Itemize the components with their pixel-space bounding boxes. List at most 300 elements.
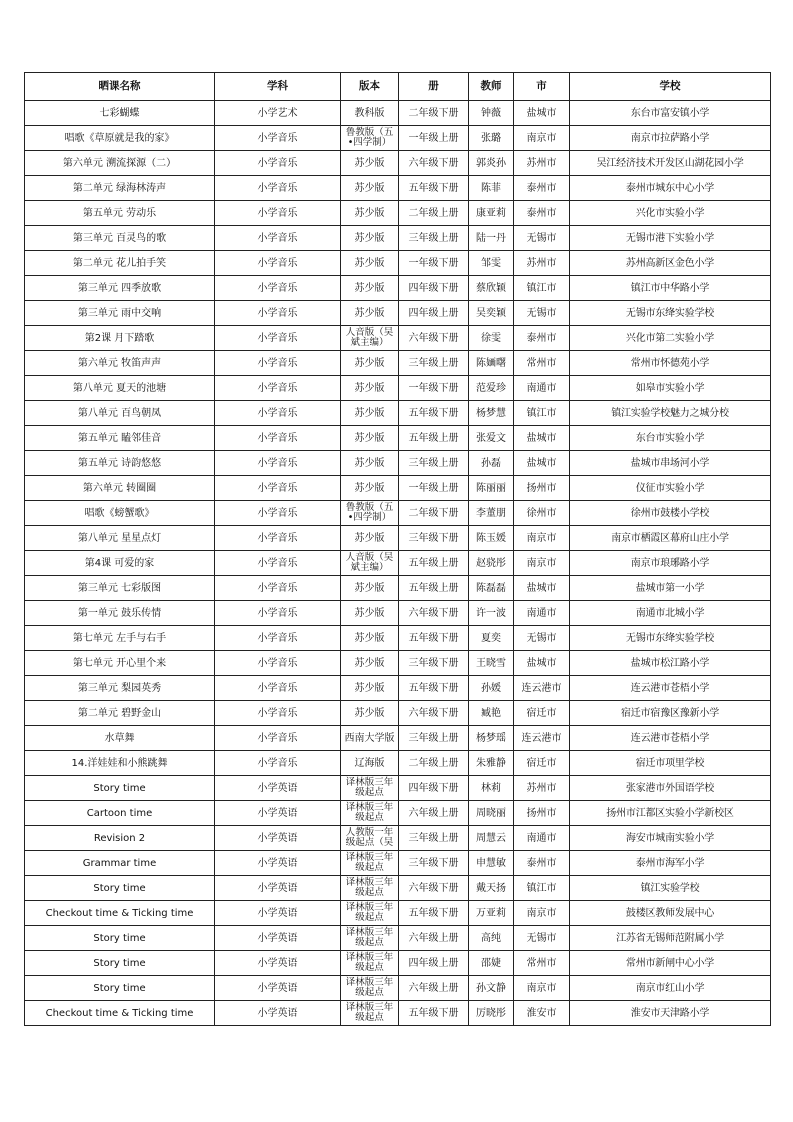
edition-cell: 人音版（吴斌主编） (341, 326, 399, 351)
school-cell: 连云港市苍梧小学 (570, 726, 771, 751)
teacher-cell: 赵骁彤 (469, 551, 514, 576)
course-name-cell: 第八单元 星星点灯 (25, 526, 215, 551)
table-row (25, 351, 771, 376)
school-cell: 徐州市鼓楼小学校 (570, 501, 771, 526)
edition-cell: 人教版一年级起点（吴 (341, 826, 399, 851)
volume-cell: 三年级上册 (399, 226, 469, 251)
table-row (25, 476, 771, 501)
teacher-cell: 吴奕颖 (469, 301, 514, 326)
teacher-cell: 陈磊磊 (469, 576, 514, 601)
course-name-cell: 第三单元 四季放歌 (25, 276, 215, 301)
volume-cell: 四年级下册 (399, 776, 469, 801)
subject-cell: 小学英语 (215, 776, 341, 801)
school-cell: 泰州市海军小学 (570, 851, 771, 876)
city-cell: 扬州市 (514, 801, 570, 826)
table-row (25, 251, 771, 276)
table-row (25, 151, 771, 176)
edition-cell: 译林版三年级起点 (341, 901, 399, 926)
edition-cell: 译林版三年级起点 (341, 776, 399, 801)
table-row (25, 201, 771, 226)
school-cell: 盐城市第一小学 (570, 576, 771, 601)
subject-cell: 小学音乐 (215, 601, 341, 626)
course-name-cell: 第4课 可爱的家 (25, 551, 215, 576)
teacher-cell: 郭炎孙 (469, 151, 514, 176)
teacher-cell: 杨梦慧 (469, 401, 514, 426)
course-name-cell: 第三单元 雨中交响 (25, 301, 215, 326)
city-cell: 苏州市 (514, 151, 570, 176)
volume-cell: 二年级上册 (399, 201, 469, 226)
volume-cell: 六年级下册 (399, 326, 469, 351)
course-name-cell: 七彩蝴蝶 (25, 101, 215, 126)
teacher-cell: 康亚莉 (469, 201, 514, 226)
city-cell: 常州市 (514, 351, 570, 376)
course-name-cell: Grammar time (25, 851, 215, 876)
table-row (25, 726, 771, 751)
table-row (25, 851, 771, 876)
header-city: 市 (514, 73, 570, 101)
city-cell: 无锡市 (514, 626, 570, 651)
school-cell: 盐城市串场河小学 (570, 451, 771, 476)
header-course-name: 晒课名称 (25, 73, 215, 101)
header-teacher: 教师 (469, 73, 514, 101)
school-cell: 连云港市苍梧小学 (570, 676, 771, 701)
city-cell: 泰州市 (514, 851, 570, 876)
school-cell: 鼓楼区教师发展中心 (570, 901, 771, 926)
table-row (25, 126, 771, 151)
school-cell: 无锡市东绛实验学校 (570, 626, 771, 651)
teacher-cell: 钟薇 (469, 101, 514, 126)
volume-cell: 六年级下册 (399, 701, 469, 726)
city-cell: 南京市 (514, 526, 570, 551)
teacher-cell: 夏奕 (469, 626, 514, 651)
school-cell: 泰州市城东中心小学 (570, 176, 771, 201)
school-cell: 镇江实验学校 (570, 876, 771, 901)
subject-cell: 小学音乐 (215, 326, 341, 351)
teacher-cell: 李董朋 (469, 501, 514, 526)
school-cell: 仪征市实验小学 (570, 476, 771, 501)
teacher-cell: 厉晓彤 (469, 1001, 514, 1026)
volume-cell: 一年级上册 (399, 126, 469, 151)
subject-cell: 小学音乐 (215, 726, 341, 751)
edition-cell: 教科版 (341, 101, 399, 126)
volume-cell: 四年级上册 (399, 301, 469, 326)
edition-cell: 苏少版 (341, 626, 399, 651)
volume-cell: 五年级上册 (399, 426, 469, 451)
school-cell: 海安市城南实验小学 (570, 826, 771, 851)
edition-cell: 译林版三年级起点 (341, 926, 399, 951)
table-row (25, 451, 771, 476)
course-name-cell: 第三单元 百灵鸟的歌 (25, 226, 215, 251)
school-cell: 镇江实验学校魅力之城分校 (570, 401, 771, 426)
subject-cell: 小学英语 (215, 826, 341, 851)
edition-cell: 苏少版 (341, 151, 399, 176)
subject-cell: 小学英语 (215, 876, 341, 901)
table-row (25, 276, 771, 301)
course-name-cell: Story time (25, 951, 215, 976)
volume-cell: 三年级上册 (399, 726, 469, 751)
city-cell: 淮安市 (514, 1001, 570, 1026)
edition-cell: 苏少版 (341, 651, 399, 676)
edition-cell: 苏少版 (341, 676, 399, 701)
school-cell: 常州市怀德苑小学 (570, 351, 771, 376)
edition-cell: 译林版三年级起点 (341, 801, 399, 826)
city-cell: 南通市 (514, 601, 570, 626)
course-name-cell: 水草舞 (25, 726, 215, 751)
city-cell: 宿迁市 (514, 701, 570, 726)
edition-cell: 苏少版 (341, 226, 399, 251)
course-name-cell: 唱歌《草原就是我的家》 (25, 126, 215, 151)
volume-cell: 四年级上册 (399, 951, 469, 976)
table-row (25, 101, 771, 126)
course-name-cell: 第二单元 碧野金山 (25, 701, 215, 726)
table-body (25, 101, 771, 1026)
school-cell: 无锡市东绛实验学校 (570, 301, 771, 326)
subject-cell: 小学英语 (215, 851, 341, 876)
table-row (25, 876, 771, 901)
city-cell: 常州市 (514, 951, 570, 976)
teacher-cell: 陆一丹 (469, 226, 514, 251)
header-volume: 册 (399, 73, 469, 101)
teacher-cell: 杨梦瑶 (469, 726, 514, 751)
course-name-cell: 第六单元 溯流探源（二） (25, 151, 215, 176)
course-name-cell: 第五单元 瞌邻佳音 (25, 426, 215, 451)
course-name-cell: Story time (25, 776, 215, 801)
teacher-cell: 邹雯 (469, 251, 514, 276)
edition-cell: 苏少版 (341, 376, 399, 401)
course-name-cell: 第三单元 梨园英秀 (25, 676, 215, 701)
edition-cell: 人音版（吴斌主编） (341, 551, 399, 576)
subject-cell: 小学音乐 (215, 301, 341, 326)
city-cell: 扬州市 (514, 476, 570, 501)
edition-cell: 鲁教版（五•四学制） (341, 126, 399, 151)
teacher-cell: 陈菲 (469, 176, 514, 201)
teacher-cell: 陈婳曙 (469, 351, 514, 376)
school-cell: 兴化市第二实验小学 (570, 326, 771, 351)
table-row (25, 826, 771, 851)
school-cell: 宿迁市项里学校 (570, 751, 771, 776)
volume-cell: 三年级上册 (399, 351, 469, 376)
table-row (25, 626, 771, 651)
subject-cell: 小学音乐 (215, 551, 341, 576)
course-name-cell: Story time (25, 926, 215, 951)
edition-cell: 苏少版 (341, 576, 399, 601)
subject-cell: 小学英语 (215, 951, 341, 976)
course-name-cell: 第六单元 转圈圈 (25, 476, 215, 501)
edition-cell: 苏少版 (341, 401, 399, 426)
edition-cell: 苏少版 (341, 176, 399, 201)
table-row (25, 676, 771, 701)
subject-cell: 小学音乐 (215, 451, 341, 476)
course-name-cell: 第六单元 牧笛声声 (25, 351, 215, 376)
edition-cell: 苏少版 (341, 351, 399, 376)
course-name-cell: Revision 2 (25, 826, 215, 851)
edition-cell: 译林版三年级起点 (341, 976, 399, 1001)
school-cell: 江苏省无锡师范附属小学 (570, 926, 771, 951)
teacher-cell: 陈丽丽 (469, 476, 514, 501)
volume-cell: 三年级下册 (399, 651, 469, 676)
volume-cell: 五年级下册 (399, 901, 469, 926)
city-cell: 无锡市 (514, 926, 570, 951)
edition-cell: 鲁教版（五•四学制） (341, 501, 399, 526)
course-name-cell: Story time (25, 876, 215, 901)
table-row (25, 701, 771, 726)
volume-cell: 二年级上册 (399, 751, 469, 776)
subject-cell: 小学音乐 (215, 526, 341, 551)
subject-cell: 小学音乐 (215, 351, 341, 376)
volume-cell: 三年级上册 (399, 826, 469, 851)
edition-cell: 译林版三年级起点 (341, 951, 399, 976)
table-row (25, 926, 771, 951)
course-name-cell: 14.洋娃娃和小熊跳舞 (25, 751, 215, 776)
school-cell: 南京市琅琊路小学 (570, 551, 771, 576)
subject-cell: 小学音乐 (215, 751, 341, 776)
city-cell: 南通市 (514, 826, 570, 851)
volume-cell: 六年级下册 (399, 876, 469, 901)
table-row (25, 301, 771, 326)
table-row (25, 501, 771, 526)
volume-cell: 五年级下册 (399, 176, 469, 201)
volume-cell: 五年级上册 (399, 551, 469, 576)
course-name-cell: Checkout time & Ticking time (25, 901, 215, 926)
edition-cell: 苏少版 (341, 276, 399, 301)
school-cell: 南通市北城小学 (570, 601, 771, 626)
table-row (25, 176, 771, 201)
teacher-cell: 徐雯 (469, 326, 514, 351)
teacher-cell: 邵婕 (469, 951, 514, 976)
city-cell: 南通市 (514, 376, 570, 401)
header-subject: 学科 (215, 73, 341, 101)
city-cell: 连云港市 (514, 726, 570, 751)
city-cell: 盐城市 (514, 426, 570, 451)
volume-cell: 一年级下册 (399, 251, 469, 276)
teacher-cell: 陈玉媛 (469, 526, 514, 551)
volume-cell: 三年级上册 (399, 451, 469, 476)
school-cell: 东台市富安镇小学 (570, 101, 771, 126)
teacher-cell: 蔡欣颖 (469, 276, 514, 301)
city-cell: 镇江市 (514, 876, 570, 901)
teacher-cell: 朱雅静 (469, 751, 514, 776)
school-cell: 吴江经济技术开发区山湖花园小学 (570, 151, 771, 176)
volume-cell: 二年级下册 (399, 501, 469, 526)
edition-cell: 苏少版 (341, 701, 399, 726)
edition-cell: 译林版三年级起点 (341, 876, 399, 901)
city-cell: 南京市 (514, 976, 570, 1001)
city-cell: 泰州市 (514, 176, 570, 201)
city-cell: 无锡市 (514, 301, 570, 326)
city-cell: 盐城市 (514, 101, 570, 126)
subject-cell: 小学英语 (215, 926, 341, 951)
table-row (25, 601, 771, 626)
subject-cell: 小学音乐 (215, 576, 341, 601)
city-cell: 无锡市 (514, 226, 570, 251)
school-cell: 苏州高新区金色小学 (570, 251, 771, 276)
subject-cell: 小学英语 (215, 1001, 341, 1026)
table-row (25, 376, 771, 401)
school-cell: 兴化市实验小学 (570, 201, 771, 226)
header-edition: 版本 (341, 73, 399, 101)
school-cell: 盐城市松江路小学 (570, 651, 771, 676)
school-cell: 扬州市江都区实验小学新校区 (570, 801, 771, 826)
volume-cell: 六年级下册 (399, 151, 469, 176)
subject-cell: 小学音乐 (215, 651, 341, 676)
table-row (25, 576, 771, 601)
table-row (25, 776, 771, 801)
volume-cell: 五年级下册 (399, 676, 469, 701)
course-name-cell: Story time (25, 976, 215, 1001)
table-row (25, 226, 771, 251)
subject-cell: 小学音乐 (215, 426, 341, 451)
course-name-cell: 第八单元 百鸟朝凤 (25, 401, 215, 426)
city-cell: 盐城市 (514, 451, 570, 476)
edition-cell: 西南大学版 (341, 726, 399, 751)
subject-cell: 小学音乐 (215, 176, 341, 201)
table-row (25, 751, 771, 776)
table-row (25, 951, 771, 976)
table-row (25, 551, 771, 576)
teacher-cell: 张璐 (469, 126, 514, 151)
volume-cell: 一年级下册 (399, 376, 469, 401)
subject-cell: 小学音乐 (215, 501, 341, 526)
teacher-cell: 周慧云 (469, 826, 514, 851)
subject-cell: 小学音乐 (215, 376, 341, 401)
teacher-cell: 臧艳 (469, 701, 514, 726)
subject-cell: 小学音乐 (215, 151, 341, 176)
course-name-cell: 第2课 月下踏歌 (25, 326, 215, 351)
city-cell: 南京市 (514, 901, 570, 926)
school-cell: 如皋市实验小学 (570, 376, 771, 401)
edition-cell: 苏少版 (341, 301, 399, 326)
city-cell: 南京市 (514, 126, 570, 151)
subject-cell: 小学英语 (215, 801, 341, 826)
teacher-cell: 孙媛 (469, 676, 514, 701)
course-name-cell: Checkout time & Ticking time (25, 1001, 215, 1026)
table-row (25, 651, 771, 676)
subject-cell: 小学音乐 (215, 201, 341, 226)
city-cell: 镇江市 (514, 276, 570, 301)
subject-cell: 小学音乐 (215, 126, 341, 151)
edition-cell: 苏少版 (341, 476, 399, 501)
city-cell: 镇江市 (514, 401, 570, 426)
school-cell: 镇江市中华路小学 (570, 276, 771, 301)
edition-cell: 译林版三年级起点 (341, 1001, 399, 1026)
volume-cell: 三年级下册 (399, 851, 469, 876)
city-cell: 泰州市 (514, 201, 570, 226)
edition-cell: 苏少版 (341, 251, 399, 276)
teacher-cell: 周晓丽 (469, 801, 514, 826)
edition-cell: 苏少版 (341, 601, 399, 626)
edition-cell: 辽海版 (341, 751, 399, 776)
table-row (25, 526, 771, 551)
course-table (24, 72, 771, 1026)
subject-cell: 小学英语 (215, 976, 341, 1001)
school-cell: 淮安市天津路小学 (570, 1001, 771, 1026)
course-name-cell: Cartoon time (25, 801, 215, 826)
teacher-cell: 范爱珍 (469, 376, 514, 401)
school-cell: 南京市栖霞区幕府山庄小学 (570, 526, 771, 551)
course-name-cell: 第二单元 绿海林涛声 (25, 176, 215, 201)
school-cell: 南京市红山小学 (570, 976, 771, 1001)
volume-cell: 六年级上册 (399, 926, 469, 951)
table-row (25, 801, 771, 826)
course-name-cell: 第五单元 劳动乐 (25, 201, 215, 226)
table-row (25, 401, 771, 426)
school-cell: 宿迁市宿豫区豫新小学 (570, 701, 771, 726)
course-name-cell: 第七单元 左手与右手 (25, 626, 215, 651)
subject-cell: 小学音乐 (215, 251, 341, 276)
header-school: 学校 (570, 73, 771, 101)
teacher-cell: 孙文静 (469, 976, 514, 1001)
city-cell: 徐州市 (514, 501, 570, 526)
city-cell: 泰州市 (514, 326, 570, 351)
school-cell: 张家港市外国语学校 (570, 776, 771, 801)
teacher-cell: 林莉 (469, 776, 514, 801)
subject-cell: 小学音乐 (215, 626, 341, 651)
subject-cell: 小学音乐 (215, 401, 341, 426)
edition-cell: 译林版三年级起点 (341, 851, 399, 876)
subject-cell: 小学音乐 (215, 676, 341, 701)
volume-cell: 六年级下册 (399, 601, 469, 626)
volume-cell: 六年级上册 (399, 801, 469, 826)
table-row (25, 326, 771, 351)
teacher-cell: 高纯 (469, 926, 514, 951)
city-cell: 苏州市 (514, 776, 570, 801)
subject-cell: 小学音乐 (215, 476, 341, 501)
edition-cell: 苏少版 (341, 526, 399, 551)
teacher-cell: 许一波 (469, 601, 514, 626)
city-cell: 盐城市 (514, 651, 570, 676)
table-header-row (25, 73, 771, 101)
volume-cell: 二年级下册 (399, 101, 469, 126)
teacher-cell: 申慧敏 (469, 851, 514, 876)
volume-cell: 五年级下册 (399, 401, 469, 426)
table-row (25, 426, 771, 451)
subject-cell: 小学音乐 (215, 276, 341, 301)
school-cell: 南京市拉萨路小学 (570, 126, 771, 151)
course-name-cell: 第八单元 夏天的池塘 (25, 376, 215, 401)
volume-cell: 六年级上册 (399, 976, 469, 1001)
school-cell: 东台市实验小学 (570, 426, 771, 451)
course-name-cell: 第三单元 七彩版图 (25, 576, 215, 601)
table-row (25, 1001, 771, 1026)
volume-cell: 五年级下册 (399, 626, 469, 651)
course-name-cell: 唱歌《螃蟹歌》 (25, 501, 215, 526)
city-cell: 宿迁市 (514, 751, 570, 776)
city-cell: 苏州市 (514, 251, 570, 276)
volume-cell: 四年级下册 (399, 276, 469, 301)
teacher-cell: 王晓雪 (469, 651, 514, 676)
course-name-cell: 第七单元 开心里个来 (25, 651, 215, 676)
edition-cell: 苏少版 (341, 201, 399, 226)
teacher-cell: 张爱文 (469, 426, 514, 451)
course-name-cell: 第二单元 花儿拍手笑 (25, 251, 215, 276)
table-row (25, 976, 771, 1001)
school-cell: 常州市新闸中心小学 (570, 951, 771, 976)
volume-cell: 五年级上册 (399, 576, 469, 601)
edition-cell: 苏少版 (341, 426, 399, 451)
volume-cell: 三年级下册 (399, 526, 469, 551)
edition-cell: 苏少版 (341, 451, 399, 476)
city-cell: 南京市 (514, 551, 570, 576)
subject-cell: 小学音乐 (215, 701, 341, 726)
table-row (25, 901, 771, 926)
school-cell: 无锡市港下实验小学 (570, 226, 771, 251)
course-name-cell: 第五单元 诗韵悠悠 (25, 451, 215, 476)
volume-cell: 五年级下册 (399, 1001, 469, 1026)
course-name-cell: 第一单元 鼓乐传情 (25, 601, 215, 626)
city-cell: 连云港市 (514, 676, 570, 701)
teacher-cell: 孙磊 (469, 451, 514, 476)
subject-cell: 小学艺术 (215, 101, 341, 126)
